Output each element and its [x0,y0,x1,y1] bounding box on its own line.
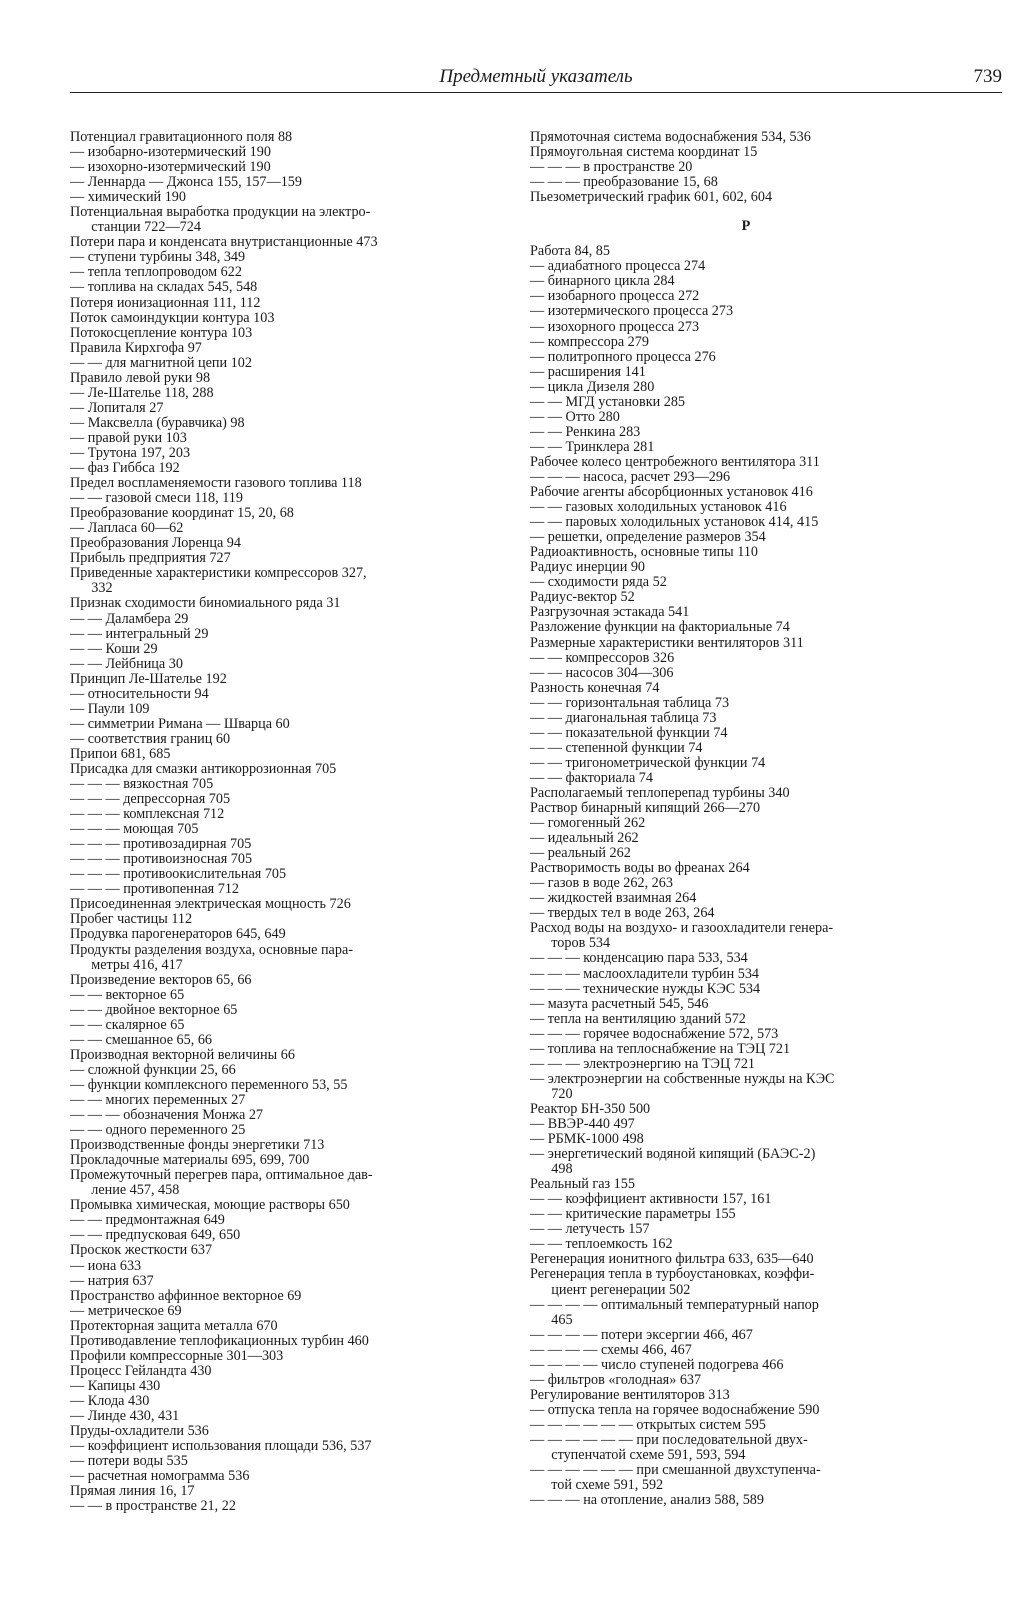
index-entry: — жидкостей взаимная 264 [530,890,697,907]
index-entry: Расход воды на воздухо- и газоохладители генера- [530,920,834,937]
index-entry: — — — — схемы 466, 467 [530,1341,692,1358]
index-entry: — мазута расчетный 545, 546 [530,995,709,1012]
index-entry: — — критические параметры 155 [530,1206,736,1223]
index-entry: — политропного процесса 276 [530,348,716,365]
index-entry: — — паровых холодильных установок 414, 415 [530,514,819,531]
index-entry: — — предмонтажная 649 [70,1212,225,1229]
index-entry: Потеря ионизационная 111, 112 [70,294,261,311]
index-entry: той схеме 591, 592 [530,1477,664,1494]
index-entry: — сложной функции 25, 66 [70,1061,236,1078]
index-entry: Располагаемый теплоперепад турбины 340 [530,784,790,801]
index-entry: — изохорно-изотермический 190 [70,159,271,176]
index-entry: — фильтров «голодная» 637 [530,1371,702,1388]
index-entry: — — предпусковая 649, 650 [70,1227,241,1244]
index-entry: Реактор БН-350 500 [530,1100,651,1117]
index-entry: — Линде 430, 431 [70,1407,180,1424]
index-entry: Радиоактивность, основные типы 110 [530,544,759,561]
index-entry: — — — комплексная 712 [70,806,225,823]
index-entry: 332 [70,580,113,597]
index-entry: Припои 681, 685 [70,745,171,762]
index-entry: — — газовых холодильных установок 416 [530,499,787,516]
index-entry: — — Отто 280 [530,408,620,425]
index-entry: станции 722—724 [70,219,201,236]
index-entry: — — — горячее водоснабжение 572, 573 [530,1025,779,1042]
index-entry: Продукты разделения воздуха, основные пара- [70,941,353,958]
index-entry: — реальный 262 [530,845,631,862]
index-entry: — — — в пространстве 20 [530,159,693,176]
index-entry: — Трутона 197, 203 [70,444,191,461]
index-entry: Правила Кирхгофа 97 [70,339,202,356]
index-entry: — Максвелла (буравчика) 98 [70,414,245,431]
index-entry: — — насосов 304—306 [530,664,674,681]
index-entry: 498 [530,1161,573,1178]
index-entry: — иона 633 [70,1257,142,1274]
index-entry: Произведение векторов 65, 66 [70,971,252,988]
index-entry: Регулирование вентиляторов 313 [530,1386,730,1403]
index-entry: Поток самоиндукции контура 103 [70,309,275,326]
index-entry: Раствор бинарный кипящий 266—270 [530,800,761,817]
index-entry: — коэффициент использования площади 536, 537 [70,1438,372,1455]
index-entry: Рабочие агенты абсорбционных установок 416 [530,484,813,501]
index-entry: Пьезометрический график 601, 602, 604 [530,189,773,206]
index-entry: Приведенные характеристики компрессоров 327, [70,565,367,582]
index-entry: Присоединенная электрическая мощность 726 [70,896,351,913]
index-entry: — решетки, определение размеров 354 [530,529,766,546]
index-entry: — — факториала 74 [530,769,653,786]
index-entry: — компрессора 279 [530,333,649,350]
index-entry: — гомогенный 262 [530,815,646,832]
index-entry: — — тригонометрической функции 74 [530,754,766,771]
index-entry: Разность конечная 74 [530,679,660,696]
index-entry: Процесс Гейландта 430 [70,1362,212,1379]
index-entry: 720 [530,1085,573,1102]
index-entry: — изобарно-изотермический 190 [70,144,271,161]
index-entry: — расчетная номограмма 536 [70,1468,250,1485]
index-entry: — — — противоизносная 705 [70,851,253,868]
index-entry: Регенерация тепла в турбоустановках, коэффи- [530,1266,815,1283]
index-entry: ступенчатой схеме 591, 593, 594 [530,1447,746,1464]
index-entry: — — — — оптимальный температурный напор [530,1296,819,1313]
index-entry: — газов в воде 262, 263 [530,875,673,892]
index-entry: — — — — число ступеней подогрева 466 [530,1356,784,1373]
index-entry: Растворимость воды во фреанах 264 [530,860,750,877]
index-entry: Потенциальная выработка продукции на электро- [70,204,371,221]
index-entry: Преобразования Лоренца 94 [70,535,241,552]
index-entry: — изотермического процесса 273 [530,303,734,320]
index-entry: — ВВЭР-440 497 [530,1116,635,1132]
index-entry: — — показательной функции 74 [530,724,728,741]
index-entry: — — Даламбера 29 [70,610,189,627]
index-entry: — Леннарда — Джонса 155, 157—159 [70,174,302,191]
index-entry: — — диагональная таблица 73 [530,709,717,726]
index-entry: — — — обозначения Монжа 27 [70,1107,264,1124]
index-entry: метры 416, 417 [70,956,183,973]
index-entry: — метрическое 69 [70,1302,182,1319]
index-entry: Правило левой руки 98 [70,369,211,386]
index-entry: Проскок жесткости 637 [70,1242,213,1259]
index-entry: — — Коши 29 [70,640,158,657]
right-column-top-entries [530,130,962,205]
index-entry: Производная векторной величины 66 [70,1046,295,1063]
index-entry: — Лапласа 60—62 [70,520,184,537]
index-entry: — — коэффициент активности 157, 161 [530,1191,772,1208]
index-entry: — отпуска тепла на горячее водоснабжение 590 [530,1401,820,1418]
index-entry: — идеальный 262 [530,830,639,847]
index-entry: Продувка парогенераторов 645, 649 [70,926,286,943]
index-entry: — бинарного цикла 284 [530,273,675,290]
index-entry: — — МГД установки 285 [530,393,686,410]
index-entry: — — Тринклера 281 [530,438,655,455]
index-entry: — — векторное 65 [70,986,185,1003]
index-entry: Потери пара и конденсата внутристанционные 473 [70,234,378,251]
index-entry: — — — электроэнергию на ТЭЦ 721 [530,1055,756,1072]
index-entry: — — — маслоохладители турбин 534 [530,965,760,982]
index-entry: Профили компрессорные 301—303 [70,1347,284,1364]
index-entry: Производственные фонды энергетики 713 [70,1137,325,1154]
index-entry: — относительности 94 [70,685,209,702]
index-entry: — Лопиталя 27 [70,399,164,416]
index-entry: — цикла Дизеля 280 [530,378,655,395]
index-entry: — фаз Гиббса 192 [70,460,180,477]
index-entry: Промывка химическая, моющие растворы 650 [70,1197,350,1214]
right-column-entries [530,244,962,1508]
index-entry: Реальный газ 155 [530,1176,635,1193]
index-entry: — Клода 430 [70,1392,150,1409]
index-entry: — тепла теплопроводом 622 [70,264,242,281]
index-entry: — — для магнитной цепи 102 [70,354,252,371]
right-index-column [530,130,962,1508]
index-entry: — энергетический водяной кипящий (БАЭС-2) [530,1146,816,1163]
index-entry: — тепла на вентиляцию зданий 572 [530,1010,746,1027]
index-entry: — электроэнергии на собственные нужды на КЭС [530,1070,835,1087]
index-entry: — правой руки 103 [70,429,187,446]
index-entry: — — — вязкостная 705 [70,776,214,793]
index-entry: Работа 84, 85 [530,243,610,260]
index-entry: Прокладочные материалы 695, 699, 700 [70,1152,310,1169]
index-entry: — — — конденсацию пара 533, 534 [530,950,748,967]
index-entry: — — — на отопление, анализ 588, 589 [530,1492,764,1509]
index-entry: — — — — потери эксергии 466, 467 [530,1326,753,1343]
page-header [70,66,1002,93]
index-entry: — — Лейбница 30 [70,655,183,672]
index-entry: — химический 190 [70,189,186,206]
index-entry: — — скалярное 65 [70,1016,185,1033]
index-entry: — — Ренкина 283 [530,423,641,440]
index-entry: — — интегральный 29 [70,625,209,642]
index-entry: — потери воды 535 [70,1453,188,1470]
index-entry: торов 534 [530,935,611,952]
index-entry: — — теплоемкость 162 [530,1236,673,1253]
index-entry: Радиус инерции 90 [530,559,646,576]
index-entry: Прямая линия 16, 17 [70,1483,195,1500]
index-entry: Признак сходимости биномиального ряда 31 [70,595,341,612]
index-entry: Пробег частицы 112 [70,911,193,928]
index-entry: — — степенной функции 74 [530,739,703,756]
index-entry: — Ле-Шателье 118, 288 [70,384,214,401]
index-entry: — функции комплексного переменного 53, 55 [70,1076,348,1093]
index-entry: — Паули 109 [70,700,150,717]
index-entry: — — компрессоров 326 [530,649,675,666]
index-entry: — — — противоокислительная 705 [70,866,287,883]
index-entry: Протекторная защита металла 670 [70,1317,278,1334]
index-entry: Потенциал гравитационного поля 88 [70,129,293,145]
index-entry: — — многих переменных 27 [70,1092,246,1108]
index-entry: — — — насоса, расчет 293—296 [530,468,731,485]
index-entry: — изохорного процесса 273 [530,318,700,335]
page-number: 739 [973,66,1002,87]
index-entry: Потокосцепление контура 103 [70,324,253,341]
index-entry: — — горизонтальная таблица 73 [530,694,730,711]
index-entry: — топлива на теплоснабжение на ТЭЦ 721 [530,1040,791,1057]
index-entry: — — одного переменного 25 [70,1122,246,1139]
index-entry: — адиабатного процесса 274 [530,258,706,275]
index-entry: Предел воспламеняемости газового топлива 118 [70,475,362,492]
index-entry: Регенерация ионитного фильтра 633, 635—640 [530,1251,814,1268]
index-entry: ление 457, 458 [70,1182,180,1199]
index-entry: Принцип Ле-Шателье 192 [70,670,227,687]
index-entry: — расширения 141 [530,363,646,380]
index-entry: — — газовой смеси 118, 119 [70,490,243,507]
index-entry: — РБМК-1000 498 [530,1131,644,1148]
index-entry: — — смешанное 65, 66 [70,1031,213,1048]
index-entry: — — — противопенная 712 [70,881,240,898]
index-entry: — — двойное векторное 65 [70,1001,238,1018]
index-entry: — симметрии Римана — Шварца 60 [70,715,290,732]
index-entry: Размерные характеристики вентиляторов 311 [530,634,804,651]
index-entry: циент регенерации 502 [530,1281,691,1298]
index-entry: Пруды-охладители 536 [70,1423,209,1440]
index-entry: — сходимости ряда 52 [530,574,667,591]
index-entry: Пространство аффинное векторное 69 [70,1287,302,1304]
index-entry: Присадка для смазки антикоррозионная 705 [70,760,337,777]
index-entry: Преобразование координат 15, 20, 68 [70,505,294,522]
left-index-column [70,130,500,1514]
index-entry: — — летучесть 157 [530,1221,650,1238]
index-entry: Прибыль предприятия 727 [70,550,231,567]
index-entry: — — — технические нужды КЭС 534 [530,980,761,997]
index-entry: — твердых тел в воде 263, 264 [530,905,715,922]
index-entry: Прямоточная система водоснабжения 534, 536 [530,129,811,145]
page-title: Предметный указатель [439,66,633,87]
index-entry: — — — — — — при последовательной двух- [530,1431,808,1448]
index-entry: — — в пространстве 21, 22 [70,1498,236,1515]
index-entry: Рабочее колесо центробежного вентилятора 311 [530,453,820,470]
index-entry: — Капицы 430 [70,1377,161,1394]
index-entry: — изобарного процесса 272 [530,288,700,305]
index-entry: Противодавление теплофикационных турбин 460 [70,1332,369,1349]
index-entry: — натрия 637 [70,1272,154,1289]
index-entry: Промежуточный перегрев пара, оптимальное дав- [70,1167,373,1184]
index-entry: — — — преобразование 15, 68 [530,174,718,191]
index-entry: Прямоугольная система координат 15 [530,144,758,161]
index-entry: — — — моющая 705 [70,821,199,838]
index-entry: — — — депрессорная 705 [70,791,231,808]
index-entry: — — — — — — при смешанной двухступенча- [530,1462,821,1479]
letter-heading: Р [741,218,751,235]
index-entry: — топлива на складах 545, 548 [70,279,258,296]
index-entry: Разложение функции на факториальные 74 [530,619,790,636]
index-entry: — — — противозадирная 705 [70,836,252,853]
index-entry: 465 [530,1311,573,1328]
index-entry: Разгрузочная эстакада 541 [530,604,690,621]
index-entry: — ступени турбины 348, 349 [70,249,246,266]
index-entry: Радиус-вектор 52 [530,589,635,606]
index-entry: — — — — — — открытых систем 595 [530,1416,766,1433]
index-entry: — соответствия границ 60 [70,730,231,747]
